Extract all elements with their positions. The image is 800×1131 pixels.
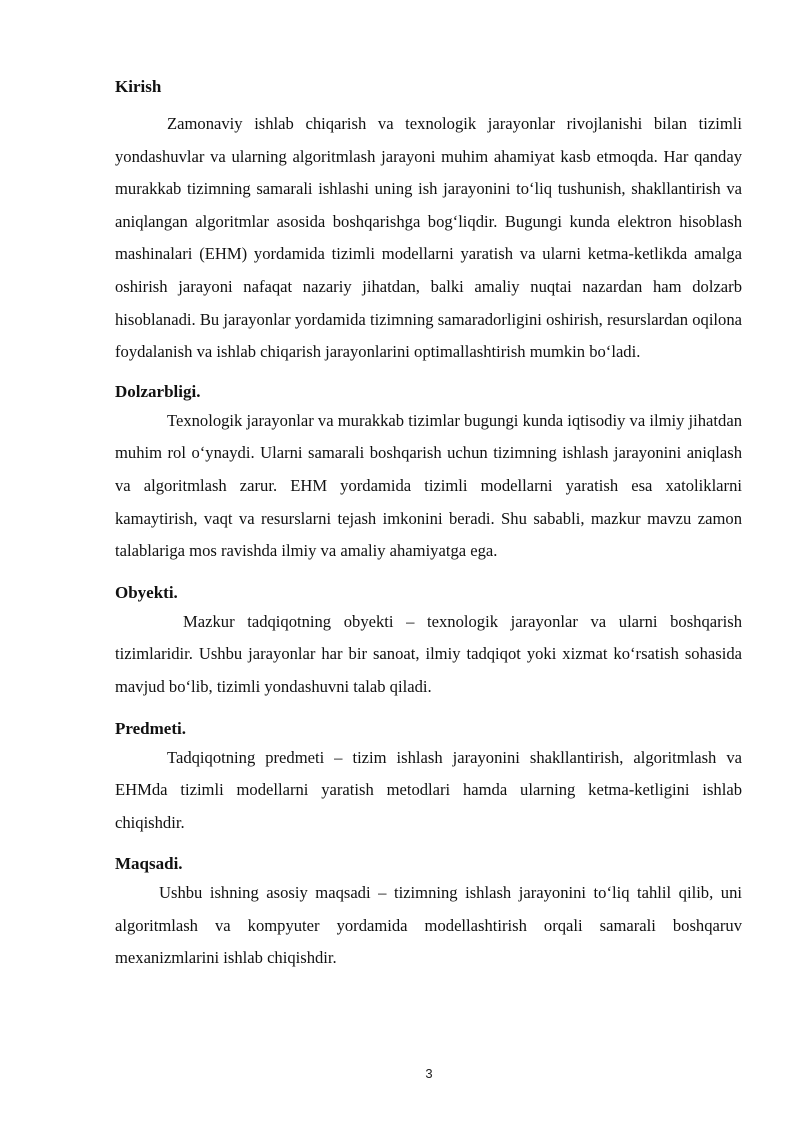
section-paragraph-dolzarbligi: Texnologik jarayonlar va murakkab tizimlar bugungi kunda iqtisodiy va ilmiy jihatdan muhim rol o‘ynaydi. Ularni samarali boshqarish uchun tizimning ishlash jarayonini aniqlash va algoritmlash zarur. EHM yordamida tizimli modellarni yaratish esa xatoliklarni kamaytirish, vaqt va resurslarni tejash imkonini beradi. Shu sababli, mazkur mavzu zamon talablariga mos ravishda ilmiy va amaliy ahamiyatga ega. (115, 410, 742, 561)
page-content (115, 74, 742, 975)
section-paragraph-predmeti: Tadqiqotning predmeti – tizim ishlash jarayonini shakllantirish, algoritmlash va EHMda tizimli modellarni yaratish metodlari hamda ularning ketma-ketligini ishlab chiqishdir. (115, 747, 742, 832)
section-heading-kirish: Kirish (115, 77, 162, 96)
section-heading-dolzarbligi: Dolzarbligi. (115, 381, 201, 401)
section-heading-predmeti: Predmeti. (115, 718, 186, 738)
section-paragraph-obyekti: Mazkur tadqiqotning obyekti – texnologik jarayonlar va ularni boshqarish tizimlaridir. Ushbu jarayonlar har bir sanoat, ilmiy tadqiqot yoki xizmat ko‘rsatish sohasida mavjud bo‘lib, tizimli yondashuvni talab qiladi. (115, 611, 742, 696)
section-paragraph-maqsadi: Ushbu ishning asosiy maqsadi – tizimning ishlash jarayonini to‘liq tahlil qilib, uni algoritmlash va kompyuter yordamida modellashtirish orqali samarali boshqaruv mexanizmlarini ishlab chiqishdir. (115, 883, 742, 968)
section-heading-obyekti: Obyekti. (115, 582, 178, 602)
section-heading-maqsadi: Maqsadi. (115, 854, 183, 874)
page-number: 3 (425, 1066, 433, 1081)
section-paragraph-kirish: Zamonaviy ishlab chiqarish va texnologik jarayonlar rivojlanishi bilan tizimli yondashuvlar va ularning algoritmlash jarayoni muhim ahamiyat kasb etmoqda. Har qanday murakkab tizimning samarali ishlashi uning ish jarayonini to‘liq tushunish, shakllantirish va aniqlangan algoritmlar asosida boshqarishga bog‘liqdir. Bugungi kunda elektron hisoblash mashinalari (EHM) yordamida tizimli modellarni yaratish va ularni ketma-ketlikda amalga oshirish jarayoni nafaqat nazariy jihatdan, balki amaliy nuqtai nazardan ham dolzarb hisoblanadi. Bu jarayonlar yordamida tizimning samaradorligini oshirish, resurslardan oqilona foydalanish va ishlab chiqarish jarayonlarini optimallashtirish mumkin bo‘ladi. (115, 114, 742, 362)
